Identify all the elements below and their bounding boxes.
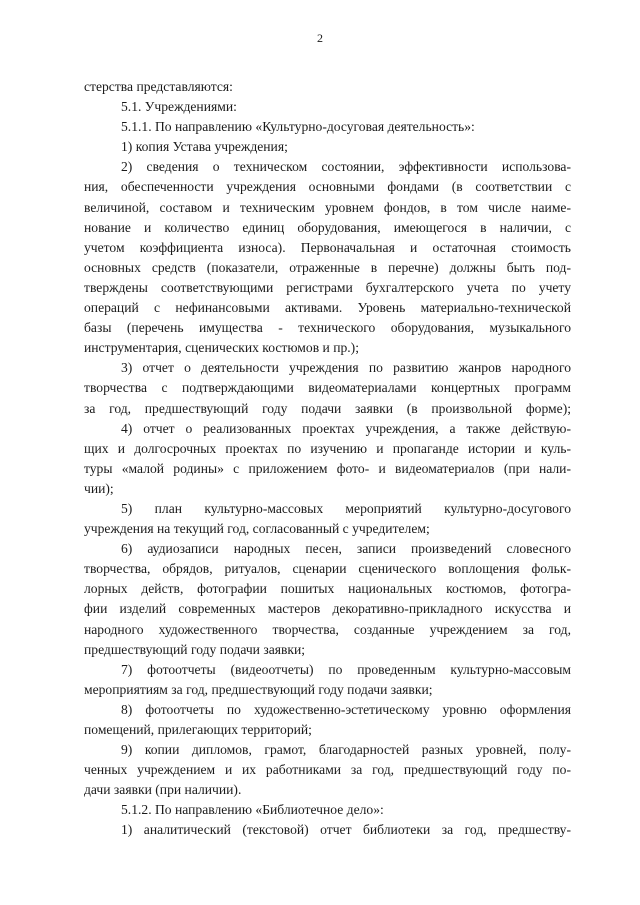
text-line: 5.1.1. По направлению «Культурно-досуговая деятельность»: (121, 119, 475, 135)
text-line: 5.1.2. По направлению «Библиотечное дело»: (121, 802, 384, 818)
text-line: величиной, составом и техническим уровнем фондов, в том числе наиме- (84, 199, 571, 215)
text-line: мероприятиям за год, предшествующий году подачи заявки; (84, 681, 433, 697)
text-line: 1) копия Устава учреждения; (121, 139, 288, 155)
text-line: чии); (84, 480, 114, 496)
text-line: инструментария, сценических костюмов и пр.); (84, 340, 359, 356)
text-line: ния, обеспеченности учреждения основными фондами (в соответствии с (84, 179, 571, 195)
text-line: учреждения на текущий год, согласованный с учредителем; (84, 521, 430, 537)
text-line: 8) фотоотчеты по художественно-эстетическому уровню оформления (121, 701, 571, 717)
text-line: базы (перечень имущества - технического оборудования, музыкального (84, 320, 571, 336)
text-line: учетом коэффициента износа). Первоначальная и остаточная стоимость (84, 239, 571, 255)
text-line: основных средств (показатели, отраженные в перечне) должны быть под- (84, 259, 571, 275)
text-line: туры «малой родины» с приложением фото- и видеоматериалов (при нали- (84, 460, 571, 476)
text-line: стерства представляются: (84, 79, 233, 94)
text-line: нование и количество единиц оборудования, имеющегося в наличии, с (84, 219, 571, 235)
text-line: тверждены соответствующими регистрами бухгалтерского учета по учету (84, 279, 571, 295)
text-line: помещений, прилегающих территорий; (84, 722, 312, 737)
text-line: предшествующий году подачи заявки; (84, 641, 306, 657)
text-line: дачи заявки (при наличии). (84, 782, 242, 798)
text-line: фии изделий современных мастеров декоративно-прикладного искусства и (84, 601, 571, 617)
text-line: ченных учреждением и их работниками за год, предшествующий году по- (84, 762, 571, 778)
text-line: операций с нефинансовыми активами. Уровень материально-технической (84, 300, 571, 316)
text-line: народного художественного творчества, созданные учреждением за год, (84, 621, 571, 637)
text-line: творчества, обрядов, ритуалов, сценарии сценического воплощения фольк- (84, 561, 571, 577)
text-line: 4) отчет о реализованных проектах учреждения, а также действую- (121, 420, 571, 436)
text-line: творчества с подтверждающими видеоматериалами концертных программ (84, 380, 571, 396)
text-line: 3) отчет о деятельности учреждения по развитию жанров народного (121, 360, 571, 376)
text-line: 9) копии дипломов, грамот, благодарностей разных уровней, полу- (121, 742, 571, 758)
text-line: 2) сведения о техническом состоянии, эффективности использова- (121, 159, 571, 175)
document-body (84, 77, 571, 841)
text-line: щих и долгосрочных проектах по изучению и пропаганде истории и куль- (84, 440, 571, 456)
text-line: за год, предшествующий году подачи заявки (в произвольной форме); (84, 400, 571, 416)
text-line: 5) план культурно-массовых мероприятий культурно-досугового (121, 500, 571, 516)
text-line: 7) фотоотчеты (видеоотчеты) по проведенным культурно-массовым (121, 661, 571, 677)
text-line: 5.1. Учреждениями: (121, 99, 237, 115)
text-line: 1) аналитический (текстовой) отчет библиотеки за год, предшеству- (121, 822, 571, 838)
text-line: лорных действ, фотографии пошитых национальных костюмов, фотогра- (84, 581, 571, 597)
text-line: 6) аудиозаписи народных песен, записи произведений словесного (121, 541, 571, 557)
page-number: 2 (317, 31, 323, 45)
